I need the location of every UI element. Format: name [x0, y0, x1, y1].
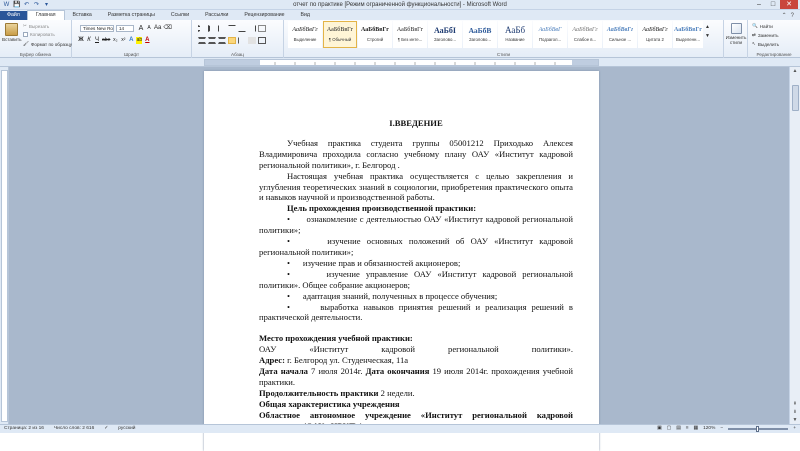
font-size-combo[interactable]: 14: [116, 25, 134, 32]
cut-label: Вырезать: [28, 23, 50, 29]
bullet-icon: •: [287, 257, 303, 268]
full-screen-icon[interactable]: ▢: [666, 426, 672, 431]
find-button[interactable]: [752, 23, 773, 29]
select-button[interactable]: [752, 41, 779, 47]
format-painter-button[interactable]: [23, 41, 72, 47]
tab-file[interactable]: Файл: [0, 11, 27, 20]
undo-icon[interactable]: ↶: [23, 1, 30, 8]
tab-page-layout[interactable]: Разметка страницы: [107, 12, 155, 18]
italic-button[interactable]: К: [87, 37, 91, 43]
document-page[interactable]: [204, 71, 599, 451]
close-button[interactable]: ✕: [780, 0, 798, 9]
style-sample: АаБбВвГ: [538, 27, 562, 33]
font-group: [72, 20, 192, 58]
ruler-ticks: [205, 60, 598, 65]
style-item[interactable]: [393, 21, 427, 48]
editing-group-label: Редактирование: [756, 52, 792, 57]
style-name: ¶ Без инте...: [397, 37, 423, 42]
style-name: Выделение: [293, 37, 317, 42]
customize-qat-icon[interactable]: ▾: [44, 1, 48, 8]
page-count[interactable]: Страница: 2 из 16: [4, 426, 44, 431]
clipboard-group-label: Буфер обмена: [19, 52, 52, 57]
subscript-button[interactable]: x₂: [113, 37, 118, 43]
zoom-slider-knob[interactable]: [756, 426, 759, 432]
cursor-icon: ↖: [752, 41, 756, 46]
style-item[interactable]: [428, 21, 462, 48]
decrease-indent-icon[interactable]: [228, 25, 236, 32]
replace-label: Заменить: [757, 32, 779, 38]
paragraph-group-label: Абзац: [231, 52, 244, 57]
help-icon[interactable]: ?: [790, 12, 794, 19]
vertical-ruler[interactable]: [0, 67, 9, 424]
subheading: Место прохождения учебной практики:: [259, 333, 413, 344]
change-styles-icon: [731, 23, 742, 34]
bullet-icon: •: [287, 214, 307, 225]
paragraph: [259, 355, 573, 366]
style-name: Название: [505, 37, 525, 42]
select-label: Выделить: [757, 41, 780, 47]
paragraph: [259, 388, 573, 399]
start-date-value: 7 июля 2014г.: [307, 366, 366, 377]
style-sample: АаБбВвГг: [360, 27, 389, 33]
copy-button[interactable]: [23, 32, 55, 37]
style-name: Слабое в...: [573, 37, 597, 42]
paragraph: [259, 366, 573, 388]
vertical-scrollbar[interactable]: [789, 67, 800, 424]
list-item-text: адаптация знаний, полученных в процессе обучения;: [302, 290, 498, 301]
paragraph: Областное автономное учреждение «Институт региональной кадровой: [259, 409, 573, 420]
paragraph-group: [192, 20, 284, 58]
scissors-icon: ✂: [23, 23, 27, 28]
strikethrough-button[interactable]: abe: [102, 37, 111, 43]
tab-home[interactable]: Главная: [27, 10, 65, 20]
subheading: Цель прохождения производственной практики:: [287, 203, 477, 214]
format-painter-label: Формат по образцу: [30, 41, 73, 47]
editing-group: [748, 20, 800, 58]
style-sample: АаБбВвГг: [292, 27, 318, 33]
shrink-font-button[interactable]: A: [147, 25, 151, 31]
tab-view[interactable]: Вид: [300, 12, 310, 18]
end-date-value: 19 июля 2014г. прохождения учебной практики.: [259, 366, 573, 387]
justify-icon[interactable]: [228, 37, 236, 44]
style-name: Заголово...: [434, 37, 456, 42]
zoom-out-icon[interactable]: −: [720, 426, 724, 431]
paragraph: ОАУ «Институт кадровой региональной политики».: [259, 344, 573, 355]
tab-references[interactable]: Ссылки: [170, 12, 190, 18]
print-layout-icon[interactable]: ▣: [657, 426, 662, 431]
sort-icon[interactable]: [248, 25, 256, 32]
style-item[interactable]: [498, 21, 532, 48]
find-label: Найти: [759, 23, 773, 29]
bullet-icon: •: [287, 290, 303, 301]
style-item[interactable]: [463, 21, 497, 48]
paste-label: Вставить: [2, 37, 22, 42]
list-item-text: изучение управление ОАУ «Институт кадровой региональной политики». Общее собрание акционеров;: [259, 268, 574, 290]
ruler-bar: [204, 59, 599, 66]
scroll-thumb[interactable]: [792, 85, 799, 111]
style-sample: АаБбВвГг: [396, 27, 424, 33]
tab-insert[interactable]: Вставка: [72, 12, 92, 18]
show-marks-icon[interactable]: [258, 25, 266, 32]
style-item[interactable]: [323, 21, 357, 48]
binoculars-icon: 🔍: [752, 23, 758, 28]
window-title: отчет по практике [Режим ограниченной функциональности] - Microsoft Word: [293, 2, 507, 8]
multilevel-list-icon[interactable]: [218, 25, 226, 32]
font-color-button[interactable]: A: [145, 37, 150, 43]
ribbon-tabs: [0, 10, 800, 20]
end-date-label: Дата окончания: [365, 366, 430, 377]
copy-icon: [23, 32, 28, 37]
underline-button[interactable]: Ч: [95, 37, 99, 43]
font-group-label: Шрифт: [123, 52, 140, 57]
increase-indent-icon[interactable]: [238, 25, 246, 32]
text-effects-button[interactable]: A: [129, 37, 134, 43]
section-heading: I.ВВЕДЕНИЕ: [389, 118, 443, 128]
spellcheck-icon[interactable]: ✓: [104, 426, 109, 431]
redo-icon[interactable]: ↷: [33, 1, 40, 8]
next-page-icon[interactable]: ⇟: [792, 409, 798, 415]
list-item-text: изучение прав и обязанностей акционеров;: [302, 257, 461, 268]
list-item: [259, 302, 573, 324]
title-bar: [0, 0, 800, 10]
style-item[interactable]: [288, 21, 322, 48]
styles-scroll-down-icon[interactable]: ▼: [705, 33, 710, 39]
grow-font-button[interactable]: A: [138, 25, 144, 32]
style-sample: АаБбВ: [468, 26, 492, 35]
status-bar: [0, 424, 800, 433]
change-styles-button[interactable]: [725, 23, 747, 45]
maximize-button[interactable]: □: [770, 1, 776, 8]
subheading: Общая характеристика учреждения: [259, 398, 400, 409]
list-item: [259, 258, 573, 269]
clipboard-group: [0, 20, 72, 58]
zoom-slider[interactable]: [728, 428, 788, 430]
list-item-text: изучение основных положений об ОАУ «Институт кадровой региональной политики»;: [259, 236, 574, 257]
tab-mailings[interactable]: Рассылки: [205, 12, 229, 18]
style-sample: АаБбВвГг: [572, 27, 598, 33]
style-name: Заголово...: [469, 37, 491, 42]
align-left-icon[interactable]: [198, 37, 206, 44]
style-sample: АаБбВвГг: [674, 27, 703, 33]
style-sample: АаБбI: [433, 26, 457, 35]
style-name: Выделенн...: [676, 37, 700, 42]
prev-page-icon[interactable]: ⇞: [792, 401, 798, 407]
list-item: [259, 269, 573, 291]
word-logo-icon: W: [3, 1, 10, 8]
horizontal-ruler[interactable]: [0, 58, 800, 67]
brush-icon: 🖌: [23, 41, 29, 46]
style-item[interactable]: [638, 21, 672, 48]
minimize-ribbon-icon[interactable]: ⌃: [781, 13, 787, 19]
copy-label: Копировать: [30, 32, 55, 37]
style-sample: АаБбВвГг: [326, 27, 354, 33]
style-item[interactable]: [533, 21, 567, 48]
line-spacing-icon[interactable]: [238, 37, 246, 44]
list-item-text: ознакомление с деятельностью ОАУ «Институт кадровой региональной политики»;: [259, 214, 573, 236]
style-item[interactable]: [568, 21, 602, 48]
style-name: Сильное ...: [608, 37, 632, 42]
vertical-ruler-bar: [1, 70, 8, 422]
minimize-button[interactable]: –: [757, 1, 761, 8]
zoom-in-icon[interactable]: +: [793, 426, 796, 431]
paragraph: Настоящая учебная практика осуществляется с целью закрепления и углубления теоретических знаний в социологии, приобретения практического опыта и навыков научной и производственной работы.: [259, 170, 573, 203]
styles-group: [284, 20, 724, 58]
style-sample: АаБбВвГг: [606, 27, 634, 33]
cut-button[interactable]: [23, 23, 49, 29]
align-right-icon[interactable]: [218, 37, 226, 44]
style-item[interactable]: [358, 21, 392, 48]
duration-value: 2 недели.: [378, 387, 415, 398]
style-name: Цитата 2: [646, 37, 664, 42]
save-icon[interactable]: 💾: [13, 1, 21, 8]
superscript-button[interactable]: x²: [121, 37, 126, 43]
ribbon: [0, 20, 800, 58]
bullet-icon: •: [287, 236, 328, 247]
numbering-icon[interactable]: [208, 25, 216, 32]
list-item: [259, 291, 573, 302]
style-name: ¶ Обычный: [328, 37, 352, 42]
scroll-down-icon[interactable]: ▼: [792, 417, 798, 423]
language[interactable]: русский: [118, 426, 136, 431]
bullets-icon[interactable]: [198, 25, 206, 32]
change-styles-group: [724, 20, 748, 58]
change-case-button[interactable]: Aa: [154, 25, 162, 31]
bold-button[interactable]: Ж: [78, 37, 84, 43]
zoom-level[interactable]: 120%: [703, 426, 716, 431]
clear-formatting-button[interactable]: ⌫: [163, 25, 172, 31]
bullet-icon: •: [287, 301, 321, 312]
list-item: [259, 236, 573, 258]
list-item: [259, 214, 573, 236]
paste-button[interactable]: [2, 23, 20, 42]
style-sample: АаБбВвГг: [642, 27, 668, 33]
paragraph: Учебная практика студента группы 05001212 Приходько Алексея Владимировича проходила согласно учебному плану ОАУ «Институт кадровой региональной политики», г. Белгород .: [259, 137, 573, 170]
shading-icon[interactable]: [248, 37, 256, 44]
start-date-label: Дата начала: [259, 366, 308, 377]
scroll-up-icon[interactable]: ▲: [792, 68, 798, 74]
change-styles-label: Изменить стили: [725, 35, 747, 45]
font-name-combo[interactable]: Times New Ro: [80, 25, 114, 32]
document-workspace[interactable]: [9, 67, 789, 424]
style-item[interactable]: [603, 21, 637, 48]
styles-scroll-up-icon[interactable]: ▲: [705, 24, 710, 30]
highlight-button[interactable]: ab: [136, 37, 143, 43]
draft-icon[interactable]: ▦: [693, 426, 699, 431]
list-item-text: выработка навыков принятия решений и реализация решений в практической деятельности.: [259, 301, 573, 323]
address-value: г. Белгород ул. Студенческая, 11а: [284, 355, 409, 366]
tab-review[interactable]: Рецензирование: [244, 12, 285, 18]
word-count[interactable]: Число слов: 2 616: [53, 426, 95, 431]
document-body[interactable]: [259, 118, 573, 431]
empty-line: [259, 323, 573, 333]
paste-icon: [5, 23, 18, 36]
styles-group-label: Стили: [496, 52, 511, 57]
address-label: Адрес:: [259, 355, 285, 366]
quick-access-toolbar: [3, 1, 50, 9]
web-layout-icon[interactable]: ▤: [676, 426, 681, 431]
borders-icon[interactable]: [258, 37, 266, 44]
style-name: Подзагол...: [538, 37, 562, 42]
style-name: Строгий: [366, 37, 384, 42]
align-center-icon[interactable]: [208, 37, 216, 44]
style-sample: АаБб: [504, 25, 526, 35]
bullet-icon: •: [287, 268, 327, 279]
replace-button[interactable]: [752, 32, 779, 38]
duration-label: Продолжительность практики: [259, 387, 379, 398]
outline-icon[interactable]: ≡: [685, 426, 689, 431]
style-item[interactable]: [673, 21, 703, 48]
replace-icon: ⇄: [752, 32, 756, 37]
